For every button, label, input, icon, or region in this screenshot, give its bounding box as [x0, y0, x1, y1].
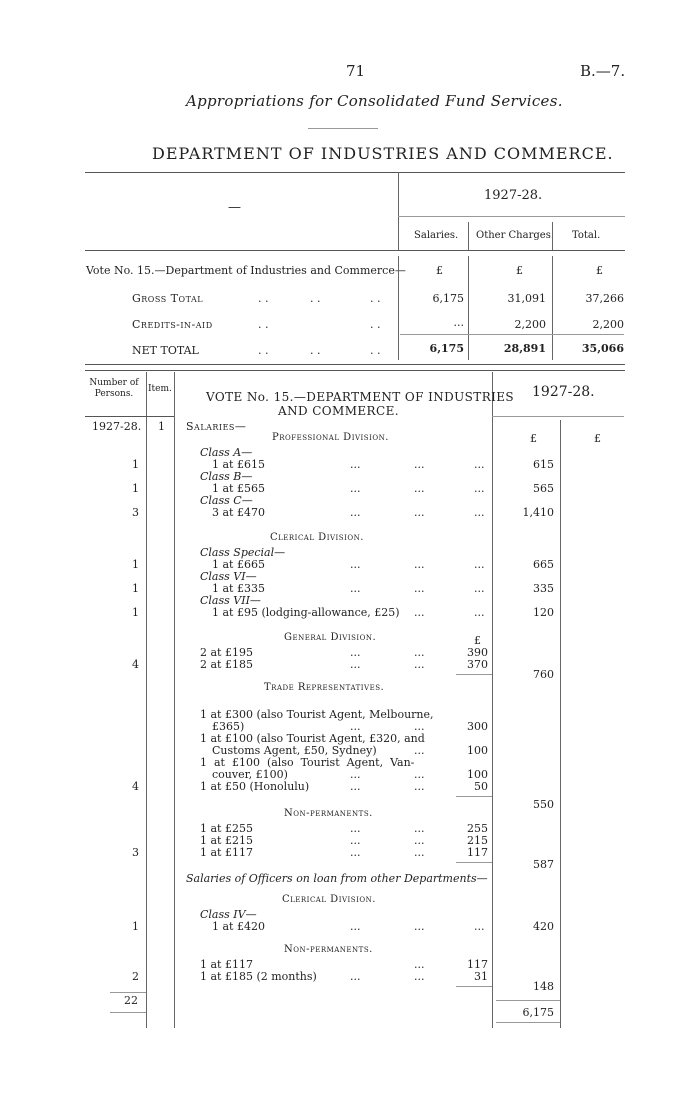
amount-inner-rule — [560, 420, 561, 1028]
person-count: 1 — [132, 920, 139, 933]
sub-amount: 50 — [474, 780, 488, 793]
leader-dots: ... — [350, 970, 361, 983]
summary-bottom-rule — [85, 364, 625, 365]
subtotal-rule — [400, 334, 624, 335]
summary-column-rule — [552, 256, 553, 360]
currency-symbol: £ — [530, 432, 537, 445]
leader-dots: ... — [414, 744, 425, 757]
leader-dots: ... — [350, 780, 361, 793]
salary-line: 1 at £50 (Honolulu) — [200, 780, 310, 793]
trade-representatives-heading: Trade Representatives. — [264, 682, 385, 693]
vote-label: Vote No. 15.—Department of Industries and Commerce— — [86, 264, 406, 277]
col-total: Total. — [572, 230, 601, 241]
salary-line: 3 at £470 — [212, 506, 265, 519]
salary-line: Customs Agent, £50, Sydney) — [212, 744, 377, 757]
leader-dots: . . — [258, 292, 269, 305]
leader-dots: ... — [350, 720, 361, 733]
amount: 615 — [533, 458, 554, 471]
salary-line: 1 at £615 — [212, 458, 265, 471]
vote-title: VOTE No. 15.—DEPARTMENT OF INDUSTRIES — [206, 390, 515, 404]
detail-year-rule — [492, 416, 624, 417]
leader-dots: ... — [414, 582, 425, 595]
leader-dots: ... — [414, 822, 425, 835]
person-count: 2 — [132, 970, 139, 983]
leader-dots: ... — [414, 780, 425, 793]
leader-dots: . . — [310, 292, 321, 305]
salary-line: 1 at £117 — [200, 846, 253, 859]
vote-title: AND COMMERCE. — [278, 404, 399, 418]
summary-header-rule — [85, 250, 625, 251]
leader-dots: ... — [350, 558, 361, 571]
salary-line: 1 at £215 — [200, 834, 253, 847]
leader-dots: ... — [350, 646, 361, 659]
leader-dots: ... — [414, 970, 425, 983]
sub-amount: 255 — [467, 822, 488, 835]
class-label: Class C— — [200, 494, 253, 507]
non-permanents-heading: Non-permanents. — [284, 808, 373, 819]
report-reference: B.—7. — [580, 62, 626, 80]
col-rule — [468, 222, 469, 250]
col-number-of-persons: Number of Persons. — [89, 378, 139, 399]
leader-dots: ... — [414, 482, 425, 495]
leader-dots: ... — [414, 646, 425, 659]
salary-line: 1 at £300 (also Tourist Agent, Melbourne, — [200, 708, 434, 721]
class-label: Class A— — [200, 446, 253, 459]
person-count: 4 — [132, 658, 139, 671]
salary-line: 1 at £255 — [200, 822, 253, 835]
sub-amount: 370 — [467, 658, 488, 671]
leader-dots: . . — [370, 344, 381, 357]
class-label: Class B— — [200, 470, 253, 483]
leader-dots: ... — [414, 768, 425, 781]
summary-total: 37,266 — [585, 292, 624, 305]
persons-year: 1927-28. — [92, 420, 142, 433]
leader-dots: ... — [350, 846, 361, 859]
leader-dots: . . — [370, 318, 381, 331]
summary-row-label: Gross Total — [132, 292, 204, 305]
leader-dots: . . — [258, 318, 269, 331]
subtotal-rule — [456, 796, 492, 797]
leader-dots: ... — [474, 458, 485, 471]
salary-line: 2 at £195 — [200, 646, 253, 659]
loan-officers-heading: Salaries of Officers on loan from other Departments— — [186, 872, 488, 885]
amount: 148 — [533, 980, 554, 993]
running-title: Appropriations for Consolidated Fund Services. — [186, 92, 563, 110]
amount-column-rule — [492, 372, 493, 1028]
persons-total-rule — [110, 992, 146, 993]
salary-line: 1 at £185 (2 months) — [200, 970, 317, 983]
department-title: DEPARTMENT OF INDUSTRIES AND COMMERCE. — [152, 144, 614, 163]
leader-dots: ... — [350, 834, 361, 847]
salary-line: 1 at £100 (also Tourist Agent, £320, and — [200, 732, 425, 745]
amount: 335 — [533, 582, 554, 595]
subtotal-rule — [456, 862, 492, 863]
summary-salaries: ... — [453, 316, 464, 329]
salary-line: 1 at £565 — [212, 482, 265, 495]
class-label: Class IV— — [200, 908, 257, 921]
person-count: 1 — [132, 458, 139, 471]
amount: 565 — [533, 482, 554, 495]
salary-line: 1 at £665 — [212, 558, 265, 571]
amount: 120 — [533, 606, 554, 619]
leader-dots: ... — [414, 846, 425, 859]
salary-line: £365) — [212, 720, 245, 733]
summary-other-charges: 28,891 — [503, 342, 546, 355]
clerical-division-heading: Clerical Division. — [270, 532, 364, 543]
leader-dots: . . — [310, 344, 321, 357]
detail-year: 1927-28. — [532, 384, 595, 400]
detail-top-rule — [85, 370, 625, 371]
summary-other-charges: 2,200 — [514, 318, 546, 331]
col-salaries: Salaries. — [414, 230, 459, 241]
clerical-division-heading: Clerical Division. — [282, 894, 376, 905]
currency-symbol: £ — [474, 634, 481, 647]
salary-line: 1 at £100 (also Tourist Agent, Van- — [200, 756, 415, 769]
summary-year: 1927-28. — [484, 188, 543, 203]
currency-symbol: £ — [436, 264, 443, 277]
subtotal-rule — [456, 986, 492, 987]
summary-column-rule — [468, 256, 469, 360]
currency-symbol: £ — [596, 264, 603, 277]
rule — [308, 128, 378, 129]
leader-dots: ... — [350, 658, 361, 671]
leader-dots: ... — [414, 606, 425, 619]
summary-row-label: Credits-in-aid — [132, 318, 213, 331]
leader-dots: ... — [414, 834, 425, 847]
leader-dots: ... — [474, 606, 485, 619]
sub-amount: 100 — [467, 768, 488, 781]
leader-dots: ... — [350, 458, 361, 471]
persons-column-rule — [146, 372, 147, 1028]
person-count: 3 — [132, 506, 139, 519]
leader-dots: ... — [474, 582, 485, 595]
sub-amount: 117 — [467, 958, 488, 971]
salaries-heading: Salaries— — [186, 420, 247, 433]
amount: 420 — [533, 920, 554, 933]
grand-total-rule — [496, 1022, 560, 1023]
leader-dots: ... — [350, 920, 361, 933]
class-label: Class Special— — [200, 546, 286, 559]
grand-total-rule — [496, 1000, 560, 1001]
person-count: 4 — [132, 780, 139, 793]
salary-line: couver, £100) — [212, 768, 288, 781]
amount: 665 — [533, 558, 554, 571]
person-count: 1 — [132, 482, 139, 495]
currency-symbol: £ — [594, 432, 601, 445]
subtotal-rule — [456, 674, 492, 675]
professional-division-heading: Professional Division. — [272, 432, 389, 443]
summary-total: 2,200 — [592, 318, 624, 331]
leader-dots: ... — [350, 768, 361, 781]
sub-amount: 117 — [467, 846, 488, 859]
sub-amount: 100 — [467, 744, 488, 757]
summary-top-rule — [85, 172, 625, 173]
salary-line: 1 at £95 (lodging-allowance, £25) — [212, 606, 400, 619]
amount: 550 — [533, 798, 554, 811]
leader-dots: ... — [414, 658, 425, 671]
summary-stub: — — [228, 200, 241, 215]
leader-dots: ... — [350, 482, 361, 495]
leader-dots: ... — [474, 506, 485, 519]
sub-amount: 31 — [474, 970, 488, 983]
page-number: 71 — [346, 62, 366, 80]
amount: 1,410 — [522, 506, 554, 519]
summary-other-charges: 31,091 — [507, 292, 546, 305]
person-count: 1 — [132, 558, 139, 571]
grand-total: 6,175 — [522, 1006, 554, 1019]
leader-dots: ... — [414, 720, 425, 733]
leader-dots: ... — [350, 506, 361, 519]
leader-dots: ... — [474, 558, 485, 571]
item-column-rule — [174, 372, 175, 1028]
currency-symbol: £ — [516, 264, 523, 277]
summary-row-label: NET TOTAL — [132, 344, 199, 357]
leader-dots: ... — [414, 458, 425, 471]
sub-amount: 215 — [467, 834, 488, 847]
leader-dots: . . — [258, 344, 269, 357]
persons-total-rule — [110, 1012, 146, 1013]
salary-line: 1 at £117 — [200, 958, 253, 971]
leader-dots: ... — [350, 582, 361, 595]
person-count: 1 — [132, 606, 139, 619]
amount: 760 — [533, 668, 554, 681]
salary-line: 2 at £185 — [200, 658, 253, 671]
summary-salaries: 6,175 — [432, 292, 464, 305]
summary-total: 35,066 — [581, 342, 624, 355]
leader-dots: ... — [414, 920, 425, 933]
persons-header-rule — [85, 416, 174, 417]
col-rule — [552, 222, 553, 250]
class-label: Class VII— — [200, 594, 261, 607]
non-permanents-heading: Non-permanents. — [284, 944, 373, 955]
col-other-charges: Other Charges. — [476, 230, 554, 241]
leader-dots: ... — [474, 482, 485, 495]
leader-dots: ... — [414, 506, 425, 519]
summary-salaries: 6,175 — [429, 342, 464, 355]
leader-dots: . . — [370, 292, 381, 305]
leader-dots: ... — [414, 558, 425, 571]
item-number: 1 — [158, 420, 165, 433]
leader-dots: ... — [350, 822, 361, 835]
salary-line: 1 at £420 — [212, 920, 265, 933]
amount: 587 — [533, 858, 554, 871]
class-label: Class VI— — [200, 570, 257, 583]
persons-total: 22 — [124, 994, 138, 1007]
person-count: 3 — [132, 846, 139, 859]
leader-dots: ... — [414, 958, 425, 971]
sub-amount: 300 — [467, 720, 488, 733]
summary-divider — [398, 172, 399, 250]
general-division-heading: General Division. — [284, 632, 377, 643]
person-count: 1 — [132, 582, 139, 595]
leader-dots: ... — [474, 920, 485, 933]
salary-line: 1 at £335 — [212, 582, 265, 595]
sub-amount: 390 — [467, 646, 488, 659]
col-item: Item. — [148, 384, 172, 394]
summary-year-rule — [398, 216, 625, 217]
summary-column-rule — [398, 256, 399, 360]
